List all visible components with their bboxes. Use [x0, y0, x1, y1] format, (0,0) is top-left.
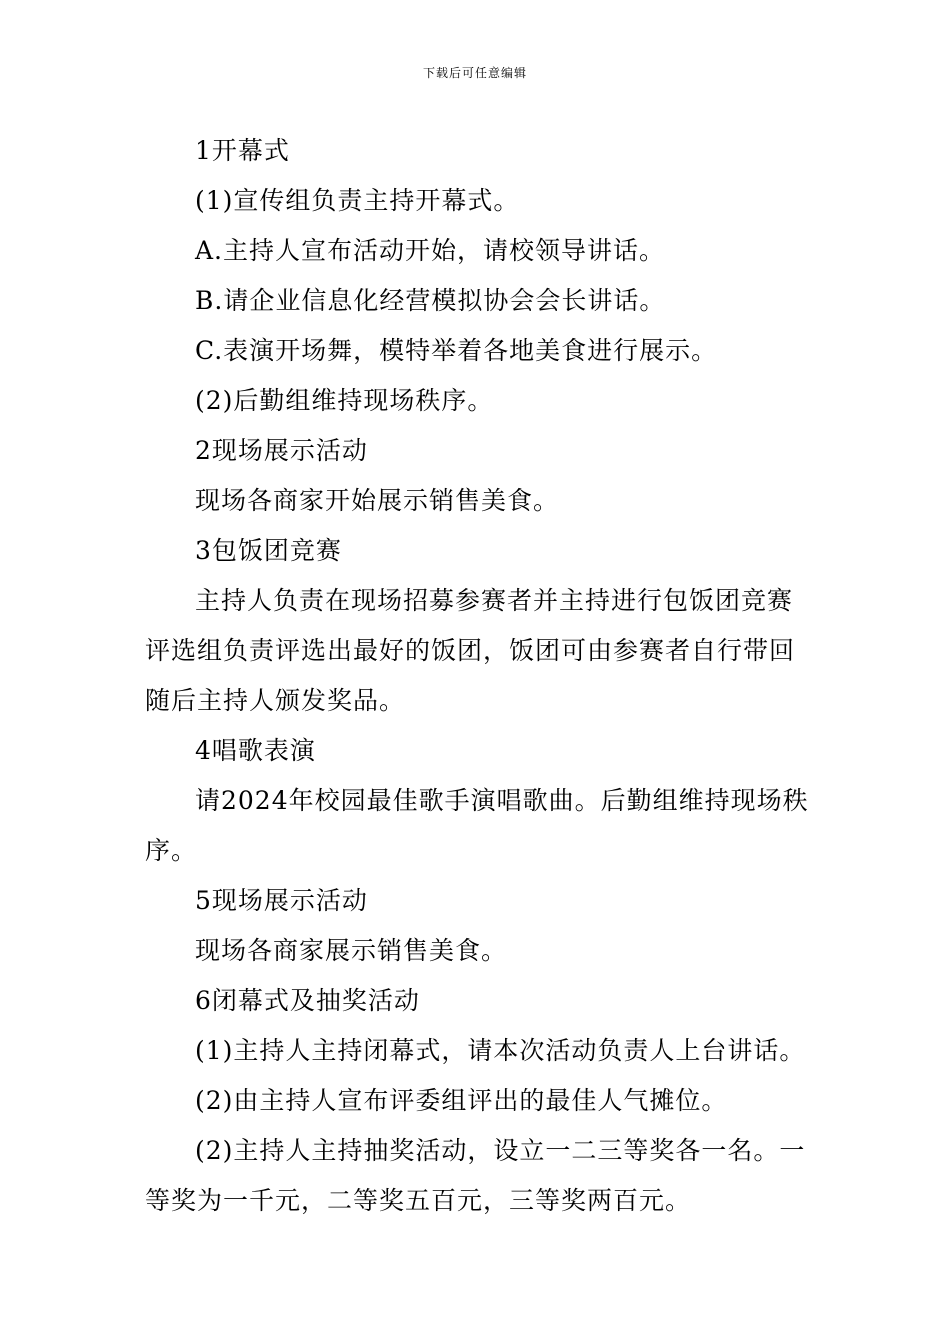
document-body: [145, 126, 815, 1226]
paragraph-line: 请2024年校园最佳歌手演唱歌曲。后勤组维持现场秩: [195, 786, 809, 815]
paragraph-line: (1)主持人主持闭幕式，请本次活动负责人上台讲话。: [195, 1036, 806, 1065]
section-heading-singing: 4唱歌表演: [195, 736, 316, 765]
paragraph-line: (1)宣传组负责主持开幕式。: [195, 186, 520, 215]
paragraph-line: 随后主持人颁发奖品。: [145, 686, 406, 715]
paragraph-line: (2)由主持人宣布评委组评出的最佳人气摊位。: [195, 1086, 728, 1115]
section-heading-opening: 1开幕式: [195, 136, 290, 165]
page-header: 下载后可任意编辑: [422, 66, 527, 80]
paragraph-line: 评选组负责评选出最好的饭团，饭团可由参赛者自行带回: [145, 636, 796, 665]
paragraph-line: A.主持人宣布活动开始，请校领导讲话。: [195, 236, 666, 265]
paragraph-line: B.请企业信息化经营模拟协会会长讲话。: [195, 286, 666, 315]
paragraph-line: 主持人负责在现场招募参赛者并主持进行包饭团竞赛: [195, 586, 794, 615]
paragraph-line: 现场各商家开始展示销售美食。: [195, 486, 560, 515]
section-heading-closing-lottery: 6闭幕式及抽奖活动: [195, 986, 420, 1015]
paragraph-line: (2)后勤组维持现场秩序。: [195, 386, 494, 415]
paragraph-line: (2)主持人主持抽奖活动，设立一二三等奖各一名。一: [195, 1136, 806, 1165]
paragraph-line: C.表演开场舞，模特举着各地美食进行展示。: [195, 336, 718, 365]
paragraph-line: 现场各商家展示销售美食。: [195, 936, 508, 965]
paragraph-line: 序。: [145, 836, 198, 865]
section-heading-rice-ball-contest: 3包饭团竞赛: [195, 536, 342, 565]
section-heading-onsite-display: 2现场展示活动: [195, 436, 368, 465]
section-heading-onsite-display-2: 5现场展示活动: [195, 886, 368, 915]
paragraph-line: 等奖为一千元，二等奖五百元，三等奖两百元。: [145, 1186, 692, 1215]
